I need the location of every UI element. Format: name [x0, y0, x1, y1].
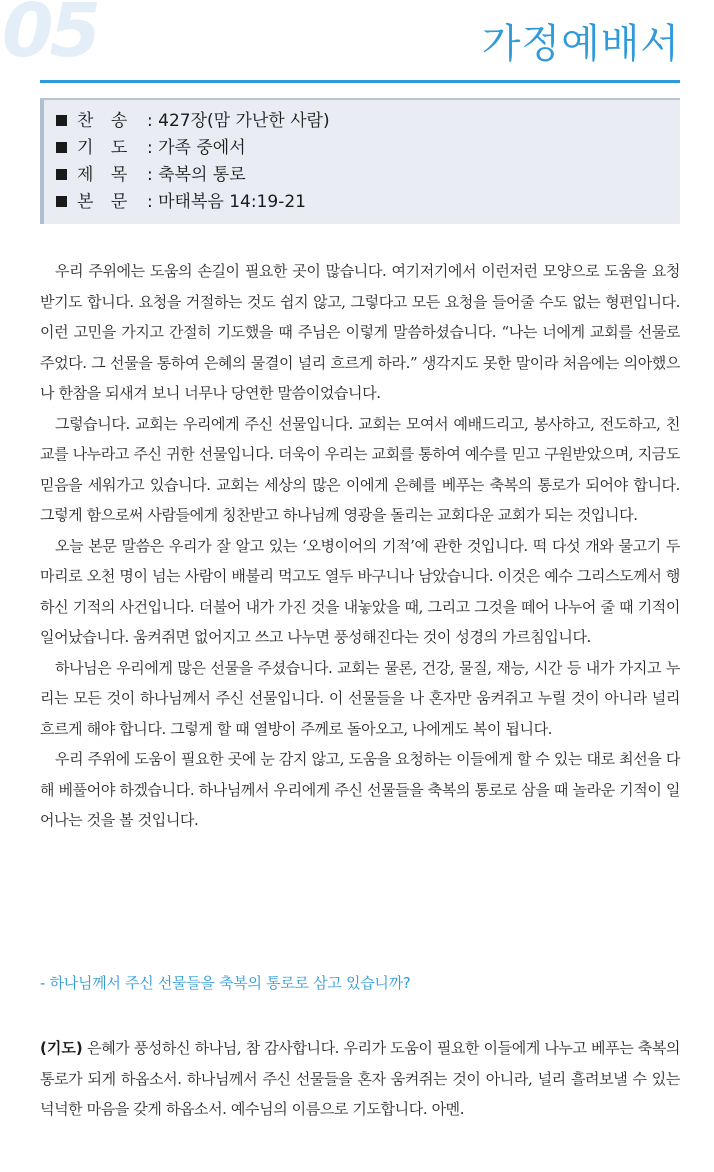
body-paragraph: 오늘 본문 말씀은 우리가 잘 알고 있는 ‘오병이어의 기적’에 관한 것입니다. 떡 다섯 개와 물고기 두 마리로 오천 명이 넘는 사람이 배불리 먹고도 열두 바구니나 남았습니다. 이것은 예수 그리스도께서 행하신 기적의 사건입니다. 더불어 내가 가진 것을 내놓았을 때, 그리고 그것을 떼어 나누어 줄 때 기적이 일어났습니다. 움켜쥐면 없어지고 쓰고 나누면 풍성해진다는 것이 성경의 가르침입니다.: [40, 536, 680, 646]
info-row-prayer: [56, 135, 330, 162]
closing-prayer: [40, 1033, 680, 1125]
info-label: 찬 송: [77, 111, 134, 131]
square-bullet-icon: [56, 142, 67, 153]
reflection-question: - 하나님께서 주신 선물들을 축복의 통로로 삼고 있습니까?: [40, 974, 411, 992]
title-divider: [40, 80, 680, 83]
body-paragraph: 우리 주위에는 도움의 손길이 필요한 곳이 많습니다. 여기저기에서 이런저런 모양으로 도움을 요청받기도 합니다. 요청을 거절하는 것도 쉽지 않고, 그렇다고 모든 요청을 들어줄 수도 없는 형편입니다. 이런 고민을 가지고 간절히 기도했을 때 주님은 이렇게 말씀하셨습니다. “나는 너에게 교회를 선물로 주었다. 그 선물을 통하여 은혜의 물결이 널리 흐르게 하라.” 생각지도 못한 말이라 처음에는 의아했으나 한참을 되새겨 보니 너무나 당연한 말씀이었습니다.: [40, 262, 680, 402]
info-row-hymn: [56, 108, 330, 135]
info-value: : 마태복음 14:19-21: [147, 192, 306, 212]
body-paragraph: 우리 주위에 도움이 필요한 곳에 눈 감지 않고, 도움을 요청하는 이들에게 할 수 있는 대로 최선을 다해 베풀어야 하겠습니다. 하나님께서 우리에게 주신 선물들을 축복의 통로로 삼을 때 놀라운 기적이 일어나는 것을 볼 것입니다.: [40, 750, 680, 829]
service-info-box: [40, 98, 680, 224]
info-row-topic: [56, 162, 330, 189]
info-value: : 가족 중에서: [147, 138, 246, 158]
info-label: 본 문: [77, 192, 134, 212]
service-info-list: [56, 108, 330, 216]
square-bullet-icon: [56, 196, 67, 207]
square-bullet-icon: [56, 115, 67, 126]
page-number: 05: [2, 0, 97, 74]
info-box-accent-bar: [40, 100, 44, 224]
info-label: 기 도: [77, 138, 134, 158]
square-bullet-icon: [56, 169, 67, 180]
info-label: 제 목: [77, 165, 134, 185]
info-row-scripture: [56, 189, 330, 216]
body-paragraph: 하나님은 우리에게 많은 선물을 주셨습니다. 교회는 물론, 건강, 물질, 재능, 시간 등 내가 가지고 누리는 모든 것이 하나님께서 주신 선물입니다. 이 선물들을 나 혼자만 움켜쥐고 누릴 것이 아니라 널리 흐르게 해야 합니다. 그렇게 할 때 열방이 주께로 돌아오고, 나에게도 복이 됩니다.: [40, 658, 680, 738]
body-paragraph: 그렇습니다. 교회는 우리에게 주신 선물입니다. 교회는 모여서 예배드리고, 봉사하고, 전도하고, 친교를 나누라고 주신 귀한 선물입니다. 더욱이 우리는 교회를 통하여 예수를 믿고 구원받았으며, 지금도 믿음을 세워가고 있습니다. 교회는 세상의 많은 이에게 은혜를 베푸는 축복의 통로가 되어야 합니다. 그렇게 함으로써 사람들에게 칭찬받고 하나님께 영광을 돌리는 교회다운 교회가 되는 것입니다.: [40, 414, 680, 524]
info-value: : 축복의 통로: [147, 165, 246, 185]
sermon-body: [40, 256, 680, 836]
info-value: : 427장(맘 가난한 사람): [147, 111, 330, 131]
prayer-tag: (기도): [40, 1039, 83, 1057]
prayer-text: 은혜가 풍성하신 하나님, 참 감사합니다. 우리가 도움이 필요한 이들에게 나누고 베푸는 축복의 통로가 되게 하옵소서. 하나님께서 주신 선물들을 혼자 움켜쥐는 것이 아니라, 널리 흘려보낼 수 있는 넉넉한 마음을 갖게 하옵소서. 예수님의 이름으로 기도합니다. 아멘.: [40, 1039, 680, 1118]
page-title: 가정예배서: [481, 21, 680, 67]
